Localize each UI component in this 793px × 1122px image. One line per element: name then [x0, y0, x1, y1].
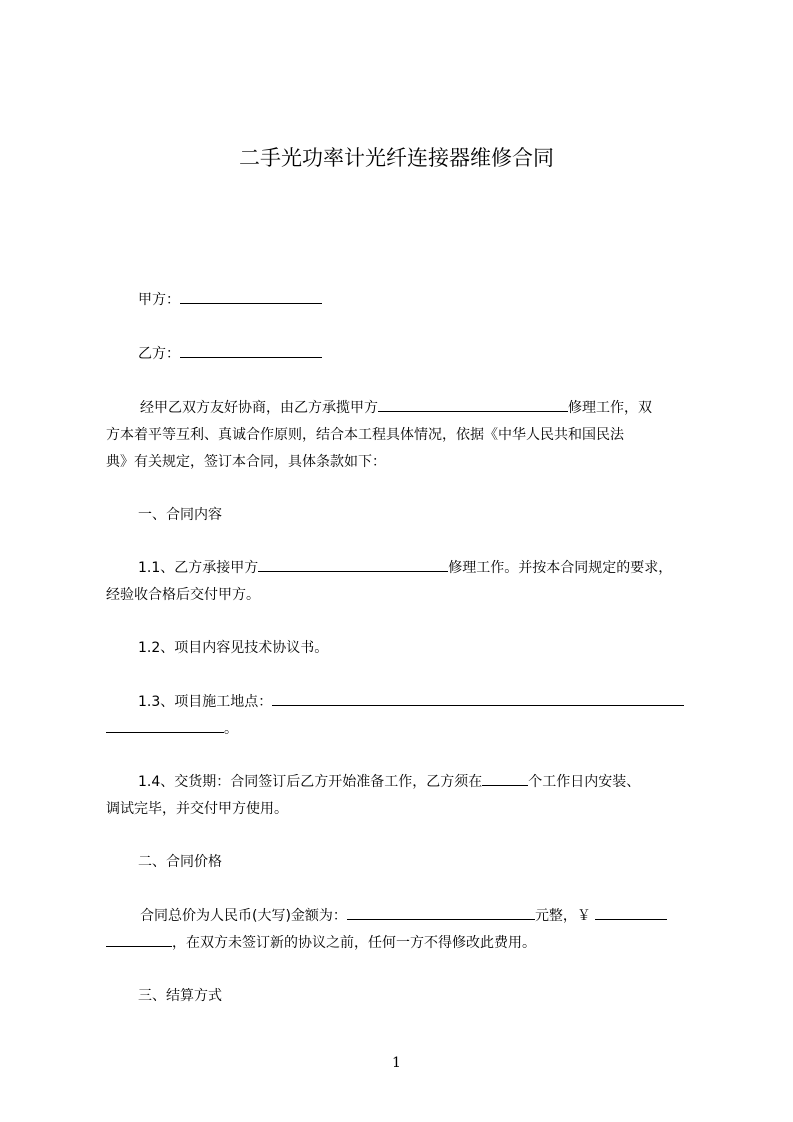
section-2-heading: 二、合同价格 [138, 854, 222, 870]
item-1-1-line-2: 经验收合格后交付甲方。 [106, 587, 260, 603]
intro-text-b: 修理工作，双 [568, 400, 652, 416]
location-blank [272, 692, 684, 706]
price-text-a: 合同总价为人民币(大写)金额为： [140, 908, 347, 924]
intro-line-1 [140, 398, 652, 418]
item-1-3-line-2 [106, 719, 238, 739]
page-number: 1 [392, 1055, 401, 1071]
price-number-blank-2 [106, 933, 172, 947]
price-number-blank [595, 906, 667, 920]
item-1-3-label: 1.3、项目施工地点： [138, 694, 273, 710]
section-1-heading: 一、合同内容 [138, 507, 222, 523]
item-1-4-text-a: 1.4、交货期：合同签订后乙方开始准备工作，乙方须在 [138, 774, 483, 790]
document-title: 二手光功率计光纤连接器维修合同 [239, 146, 554, 170]
party-a-label: 甲方： [138, 292, 180, 308]
item-1-2: 1.2、项目内容见技术协议书。 [138, 640, 329, 656]
price-text-line-2: ，在双方未签订新的协议之前，任何一方不得修改此费用。 [172, 935, 536, 951]
party-a-line [138, 290, 322, 310]
party-b-label: 乙方： [138, 346, 180, 362]
party-a-blank [180, 290, 322, 304]
item-1-4 [138, 772, 640, 792]
intro-text-a: 经甲乙双方友好协商，由乙方承揽甲方 [140, 400, 378, 416]
project-blank [378, 398, 568, 412]
price-line-2 [106, 933, 536, 953]
item-1-1 [138, 558, 672, 578]
days-blank [482, 772, 528, 786]
location-blank-2 [106, 719, 224, 733]
section-3-heading: 三、结算方式 [138, 988, 222, 1004]
item-1-4-line-2: 调试完毕，并交付甲方使用。 [106, 801, 288, 817]
price-line-1 [140, 906, 667, 926]
intro-line-3: 典》有关规定，签订本合同，具体条款如下： [106, 454, 386, 470]
party-b-line [138, 344, 322, 364]
party-b-blank [180, 344, 322, 358]
item-1-4-text-b: 个工作日内安装、 [528, 774, 641, 790]
item-1-3 [138, 692, 684, 712]
price-text-b: 元整，￥ [534, 908, 591, 924]
item-1-1-blank [258, 558, 448, 572]
intro-line-2: 方本着平等互利、真诚合作原则，结合本工程具体情况，依据《中华人民共和国民法 [106, 427, 624, 443]
item-1-3-end: 。 [224, 721, 238, 737]
price-words-blank [347, 906, 535, 920]
item-1-1-text-b: 修理工作。并按本合同规定的要求， [448, 560, 673, 576]
item-1-1-text-a: 1.1、乙方承接甲方 [138, 560, 259, 576]
